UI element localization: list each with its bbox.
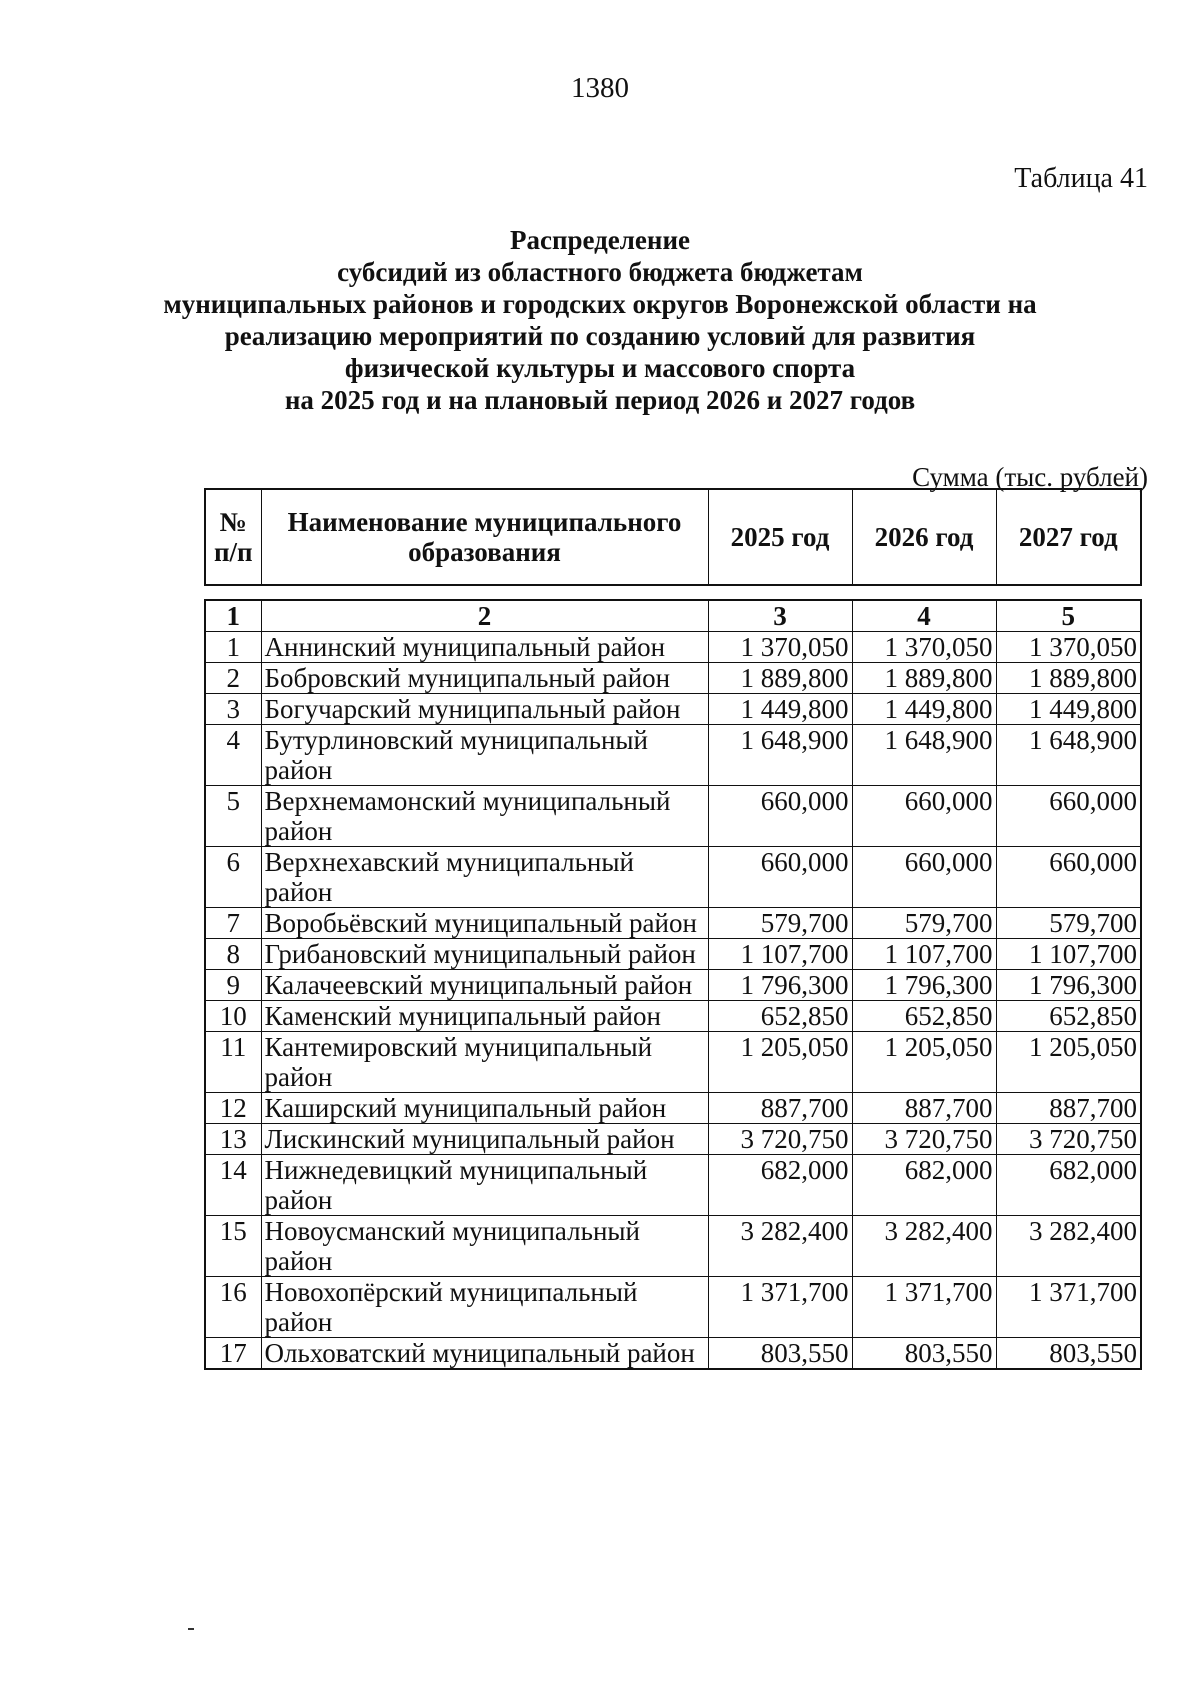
data-table	[204, 599, 1142, 1370]
table-row	[205, 663, 1141, 694]
amount-2025: 1 449,800	[708, 694, 852, 725]
title-line: Распределение	[509, 225, 691, 255]
row-number: 9	[205, 970, 261, 1001]
amount-2025: 803,550	[708, 1338, 852, 1370]
column-number: 2	[261, 600, 708, 632]
amount-2025: 1 371,700	[708, 1277, 852, 1338]
amount-2025: 1 648,900	[708, 725, 852, 786]
header-2025: 2025 год	[708, 489, 852, 585]
amount-2026: 1 648,900	[852, 725, 996, 786]
scan-mark	[188, 1628, 194, 1630]
municipality-name: Богучарский муниципальный район	[261, 694, 708, 725]
amount-2027: 1 796,300	[996, 970, 1141, 1001]
amount-2027: 660,000	[996, 847, 1141, 908]
table-row	[205, 970, 1141, 1001]
table-row	[205, 1001, 1141, 1032]
amount-2027: 887,700	[996, 1093, 1141, 1124]
amount-2026: 660,000	[852, 847, 996, 908]
header-2027: 2027 год	[996, 489, 1141, 585]
row-number: 12	[205, 1093, 261, 1124]
amount-2026: 1 889,800	[852, 663, 996, 694]
amount-2027: 579,700	[996, 908, 1141, 939]
amount-2026: 1 370,050	[852, 632, 996, 663]
municipality-name: Новохопёрский муниципальный район	[261, 1277, 708, 1338]
table-row	[205, 1155, 1141, 1216]
row-number: 3	[205, 694, 261, 725]
amount-2026: 3 282,400	[852, 1216, 996, 1277]
amount-2025: 3 720,750	[708, 1124, 852, 1155]
amount-2025: 579,700	[708, 908, 852, 939]
row-number: 14	[205, 1155, 261, 1216]
header-number: № п/п	[205, 489, 261, 585]
municipality-name: Верхнехавский муниципальный район	[261, 847, 708, 908]
municipality-name: Аннинский муниципальный район	[261, 632, 708, 663]
amount-2027: 1 371,700	[996, 1277, 1141, 1338]
row-number: 7	[205, 908, 261, 939]
amount-2027: 1 205,050	[996, 1032, 1141, 1093]
header-name: Наименование муниципального образования	[261, 489, 708, 585]
table-row	[205, 1124, 1141, 1155]
row-number: 10	[205, 1001, 261, 1032]
amount-2025: 887,700	[708, 1093, 852, 1124]
amount-2027: 660,000	[996, 786, 1141, 847]
amount-2027: 682,000	[996, 1155, 1141, 1216]
row-number: 1	[205, 632, 261, 663]
amount-2027: 1 889,800	[996, 663, 1141, 694]
table-row	[205, 847, 1141, 908]
table-row	[205, 908, 1141, 939]
municipality-name: Кантемировский муниципальный район	[261, 1032, 708, 1093]
amount-2027: 3 720,750	[996, 1124, 1141, 1155]
table-row	[205, 725, 1141, 786]
table-row	[205, 1093, 1141, 1124]
column-number: 3	[708, 600, 852, 632]
municipality-name: Нижнедевицкий муниципальный район	[261, 1155, 708, 1216]
amount-2025: 1 205,050	[708, 1032, 852, 1093]
amount-2025: 652,850	[708, 1001, 852, 1032]
row-number: 11	[205, 1032, 261, 1093]
amount-2026: 1 205,050	[852, 1032, 996, 1093]
amount-2025: 1 889,800	[708, 663, 852, 694]
title-line: физической культуры и массового спорта	[344, 353, 856, 383]
title-line: муниципальных районов и городских округов Воронежской области на	[163, 289, 1037, 319]
column-number: 5	[996, 600, 1141, 632]
amount-2026: 887,700	[852, 1093, 996, 1124]
amount-2027: 1 107,700	[996, 939, 1141, 970]
amount-2026: 1 107,700	[852, 939, 996, 970]
table-row	[205, 1338, 1141, 1370]
municipality-name: Воробьёвский муниципальный район	[261, 908, 708, 939]
amount-2025: 682,000	[708, 1155, 852, 1216]
amount-2027: 1 449,800	[996, 694, 1141, 725]
municipality-name: Каменский муниципальный район	[261, 1001, 708, 1032]
amount-2027: 803,550	[996, 1338, 1141, 1370]
amount-2025: 1 370,050	[708, 632, 852, 663]
amount-2027: 1 370,050	[996, 632, 1141, 663]
row-number: 17	[205, 1338, 261, 1370]
amount-2027: 1 648,900	[996, 725, 1141, 786]
table-row	[205, 786, 1141, 847]
title-line: реализацию мероприятий по созданию условий для развития	[224, 321, 976, 351]
amount-2026: 1 371,700	[852, 1277, 996, 1338]
table-row	[205, 1277, 1141, 1338]
table-row	[205, 1216, 1141, 1277]
amount-2025: 1 796,300	[708, 970, 852, 1001]
table-row	[205, 939, 1141, 970]
page-number: 1380	[571, 72, 629, 104]
amount-2026: 660,000	[852, 786, 996, 847]
municipality-name: Каширский муниципальный район	[261, 1093, 708, 1124]
municipality-name: Бутурлиновский муниципальный район	[261, 725, 708, 786]
municipality-name: Грибановский муниципальный район	[261, 939, 708, 970]
municipality-name: Новоусманский муниципальный район	[261, 1216, 708, 1277]
amount-2025: 660,000	[708, 847, 852, 908]
document-title	[0, 224, 1200, 416]
table-row	[205, 632, 1141, 663]
row-number: 15	[205, 1216, 261, 1277]
amount-2026: 1 449,800	[852, 694, 996, 725]
column-number-row	[205, 600, 1141, 632]
header-2026: 2026 год	[852, 489, 996, 585]
row-number: 6	[205, 847, 261, 908]
table-row	[205, 694, 1141, 725]
row-number: 4	[205, 725, 261, 786]
amount-2026: 579,700	[852, 908, 996, 939]
amount-2025: 1 107,700	[708, 939, 852, 970]
municipality-name: Верхнемамонский муниципальный район	[261, 786, 708, 847]
table-header	[204, 488, 1142, 586]
row-number: 8	[205, 939, 261, 970]
amount-2027: 3 282,400	[996, 1216, 1141, 1277]
amount-2027: 652,850	[996, 1001, 1141, 1032]
municipality-name: Калачеевский муниципальный район	[261, 970, 708, 1001]
units-label: Сумма (тыс. рублей)	[912, 462, 1148, 492]
title-line: субсидий из областного бюджета бюджетам	[337, 257, 863, 287]
amount-2026: 1 796,300	[852, 970, 996, 1001]
column-number: 4	[852, 600, 996, 632]
title-line: на 2025 год и на плановый период 2026 и 2027 годов	[284, 385, 916, 415]
row-number: 5	[205, 786, 261, 847]
municipality-name: Ольховатский муниципальный район	[261, 1338, 708, 1370]
row-number: 13	[205, 1124, 261, 1155]
table-row	[205, 1032, 1141, 1093]
municipality-name: Бобровский муниципальный район	[261, 663, 708, 694]
amount-2025: 3 282,400	[708, 1216, 852, 1277]
amount-2026: 803,550	[852, 1338, 996, 1370]
row-number: 16	[205, 1277, 261, 1338]
column-number: 1	[205, 600, 261, 632]
table-label: Таблица 41	[1014, 163, 1148, 194]
municipality-name: Лискинский муниципальный район	[261, 1124, 708, 1155]
amount-2026: 3 720,750	[852, 1124, 996, 1155]
amount-2025: 660,000	[708, 786, 852, 847]
amount-2026: 652,850	[852, 1001, 996, 1032]
amount-2026: 682,000	[852, 1155, 996, 1216]
row-number: 2	[205, 663, 261, 694]
